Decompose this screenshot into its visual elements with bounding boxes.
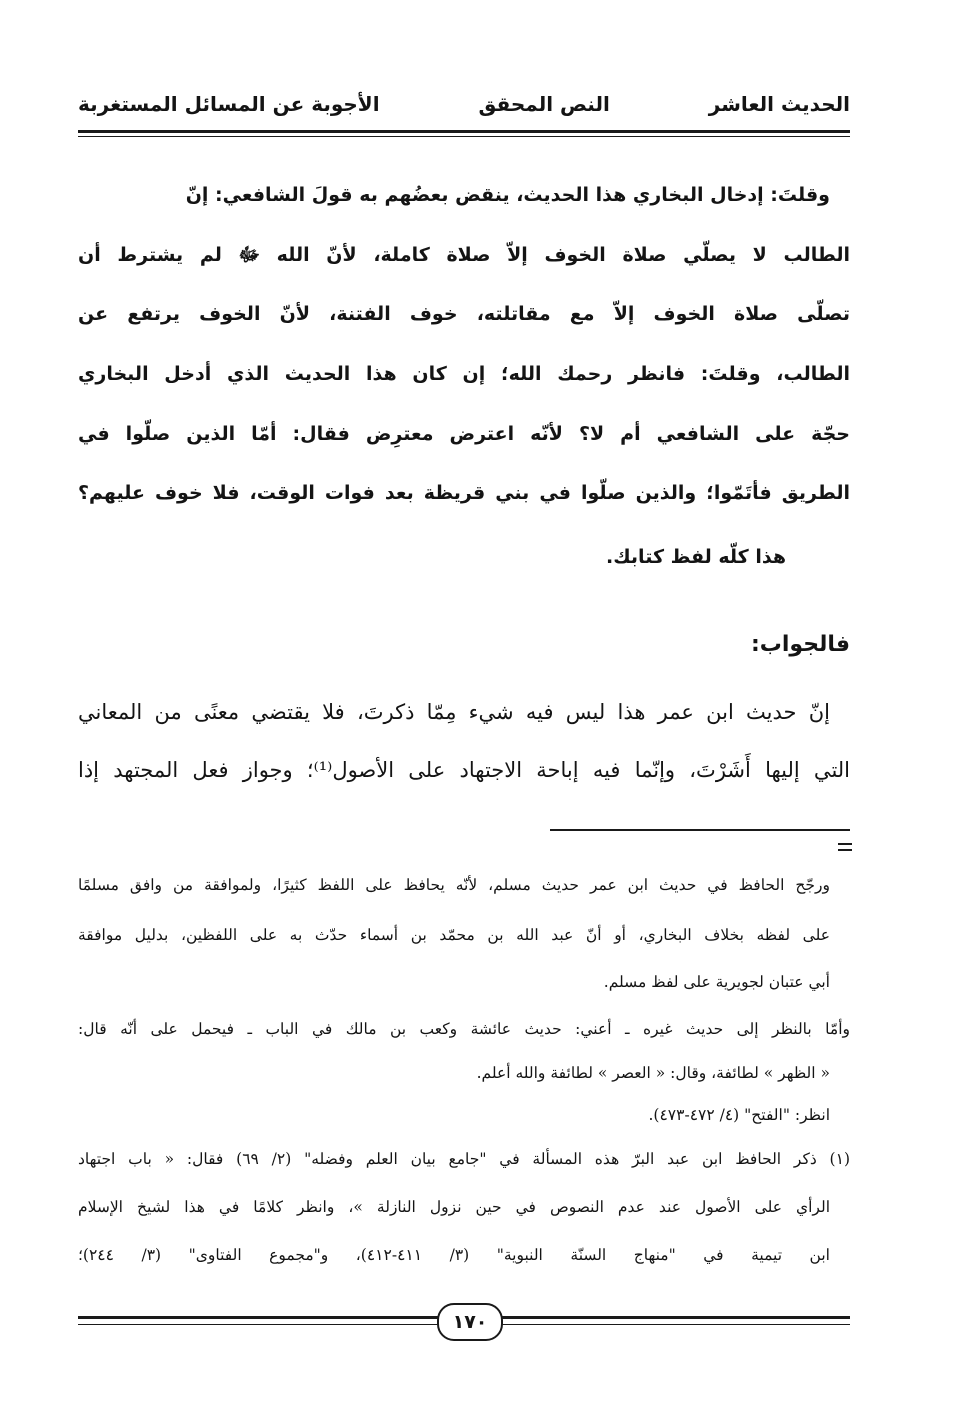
question-line: وقلتَ: إدخال البخاري هذا الحديث، ينقض بعضُهم به قولَ الشافعي: إنّ <box>185 184 830 206</box>
footnote-line: وأمّا بالنظر إلى حديث غيره ـ أعني: حديث عائشة وكعب بن مالك في الباب ـ فيحمل على أنّه قال: <box>78 1020 850 1038</box>
header-section-title: النص المحقق <box>478 92 610 116</box>
header-rule <box>78 130 850 133</box>
footnote-line: « الظهر » لطائفة، وقال: « العصر » لطائفة والله أعلم. <box>476 1064 830 1082</box>
question-line: الطريق فأتَمّوا؛ والذين صلّوا في بني قريظة بعد فوات الوقت، فلا خوف عليهم؟ <box>78 482 850 504</box>
footnote-line: انظر: "الفتح" (٤/ ٤٧٢-٤٧٣). <box>648 1106 830 1124</box>
continuation-mark <box>838 843 852 855</box>
footnote-line: الرأي على الأصول عند عدم النصوص في حين نزول النازلة »، وانظر كلامًا في هذا لشيخ الإسلام <box>78 1198 830 1216</box>
answer-line: إنّ حديث ابن عمر هذا ليس فيه شيء مِمّا ذكرتَ، فلا يقتضي معنًى من المعاني <box>78 700 830 724</box>
footnote-line: أبي عتبان لجويرية على لفظ مسلم. <box>603 973 830 991</box>
question-line: تصلّى صلاة الخوف إلاّ مع مقاتلته، خوف الفتنة، لأنّ الخوف يرتفع عن <box>78 303 850 325</box>
question-line: الطالب لا يصلّي صلاة الخوف إلاّ صلاة كاملة، لأنّ الله ﷻ لم يشترط أن <box>78 244 850 266</box>
answer-heading: فالجواب: <box>750 632 850 657</box>
header-chapter-title: الحديث العاشر <box>708 92 850 116</box>
running-header <box>78 86 850 122</box>
page-number: ١٧٠ <box>437 1303 503 1341</box>
footnote-line: ابن تيمية في "منهاج السنّة النبوية" (٣/ ٤١١-٤١٢)، و"مجموع الفتاوى" (٣/ ٢٤٤)؛ <box>78 1246 830 1264</box>
question-line: الطالب، وقلتَ: فانظر رحمك الله؛ إن كان هذا الحديث الذي أدخل البخاري <box>78 363 850 385</box>
footnote-line: على لفظه بخلاف البخاري، أو أنّ عبد الله بن محمّد بن أسماء حدّث به على اللفظين، بدليل موافقة <box>78 926 830 944</box>
footnote-line: (١) ذكر الحافظ ابن عبد البرّ هذه المسألة في "جامع بيان العلم وفضله" (٢/ ٦٩) فقال: « باب اجتهاد <box>78 1150 850 1168</box>
footnote-separator <box>550 829 850 831</box>
header-rule-thin <box>78 136 850 137</box>
answer-line: التي إليها أَشَرْتَ، وإنّما فيه إباحة الاجتهاد على الأصول⁽¹⁾؛ وجواز فعل المجتهد إذا <box>78 758 851 782</box>
footnote-line: ورجّح الحافظ في حديث ابن عمر حديث مسلم، لأنّه يحافظ على اللفظ كثيرًا، ولموافقة من وافق مسلمًا <box>78 876 830 894</box>
question-line: حجّة على الشافعي أم لا؟ لأنّه اعترض معترِض فقال: أمّا الذين صلّوا في <box>78 423 850 445</box>
question-line: هذا كلّه لفظ كتابك. <box>606 546 786 568</box>
header-book-title: الأجوبة عن المسائل المستغربة <box>78 92 380 116</box>
